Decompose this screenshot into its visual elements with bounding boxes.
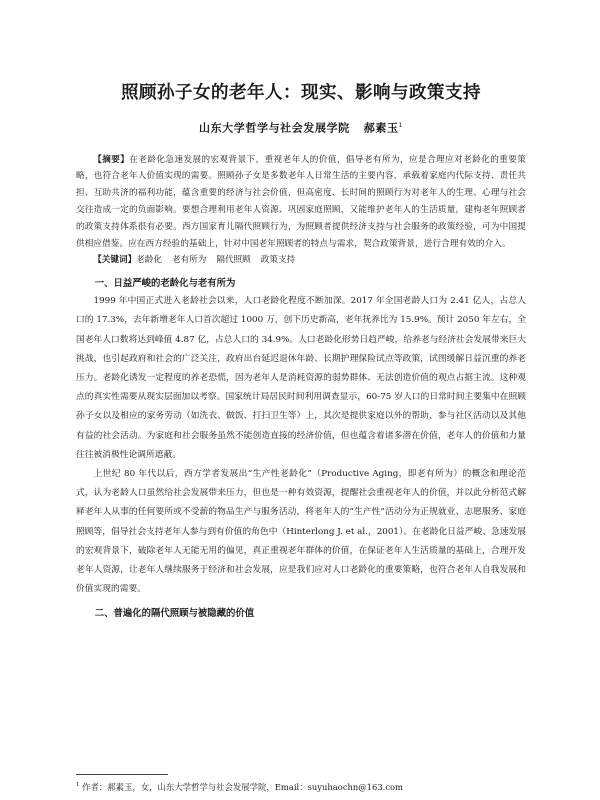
body-paragraph: 上世纪 80 年代以后，西方学者发展出“生产性老龄化”（Productive Aging，即老有所为）的概念和理论范式，认为老龄人口虽然给社会发展带来压力，但也是一种有效资源，提醒社会重视老年人的价值，并以此分析范式解释老年人从事的任何要所或不受薪的物品生产与服务活动，将老年人的“生产性”活动分为正规就业、志愿服务、家庭照顾等，倡导社会支持老年人参与到有价值的角色中（Hinterlong J. et al.，2001）。在老龄化日益严峻、急速发展的宏观背景下，破除老年人无能无用的偏见，真正重视老年群体的价值，在保证老年人生活质量的基础上，合理开发老年人资源，让老年人继续服务于经济和社会发展，应是我们应对人口老龄化的重要策略，也符合老年人自我发展和价值实现的需要。 [76,469,526,595]
author-line [76,119,526,136]
keyword-item: 老龄化 [136,255,162,266]
keyword-item: 老有所为 [171,255,207,266]
paper-title: 照顾孙子女的老年人：现实、影响与政策支持 [121,83,481,103]
section-heading: 一、日益严峻的老龄化与老有所为 [94,278,236,290]
keywords [76,252,526,269]
keyword-item: 隔代照顾 [216,255,251,266]
author-footnote-marker: 1 [398,122,404,129]
abstract-text: 在老龄化急速发展的宏观背景下，重视老年人的价值，倡导老有所为，应是合理应对老龄化的重要策略，也符合老年人价值实现的需要。照顾孙子女是多数老年人日常生活的主要内容，承载着家庭内代际支持、责任共担、互助共济的福利功能，蕴含重要的经济与社会价值，但高密度、长时间的照顾行为对老年人的生理、心理与社会交往造成一定的负面影响。要想合理利用老年人资源、巩固家庭照顾，又能维护老年人的生活质量，建构老年照顾者的政策支持体系很有必要。西方国家育儿隔代照顾行为，为照顾者提供经济支持与社会服务的政策经验，可为中国提供相应借鉴。应在西方经验的基础上，针对中国老年照顾者的特点与需求，契合政策背景，进行合理有效的介入。 [76,154,527,249]
footnote-marker: 1 [76,782,80,788]
keywords-label: 【关键词】 [93,255,137,266]
section-heading: 二、普遍化的隔代照顾与被隐藏的价值 [94,608,255,620]
paper-page [0,82,600,800]
footnote-text: 作者：郝素玉，女，山东大学哲学与社会发展学院，Email：suyuhaochn@163.com [82,781,403,792]
author-name: 郝素玉 [363,121,399,135]
abstract-label: 【摘要】 [93,154,130,165]
body-paragraph: 1999 年中国正式进入老龄社会以来，人口老龄化程度不断加深。2017 年全国老龄人口为 2.41 亿人，占总人口的 17.3%，去年新增老年人口首次超过 1000 万，创下历史新高，老年抚养比为 15.9%。预计 2050 年左右，全国老年人口数将达到峰值 4.87 亿，占总人口的 34.9%。人口老龄化形势日趋严峻，给养老与经济社会发展带来巨大挑战，也引起政府和社会的广泛关注，政府出台延迟退休年龄、长期护理保险试点等政策，试图缓解日益沉重的养老压力。老龄化诱发一定程度的养老恐慌，因为老年人是消耗资源的弱势群体、无法创造价值的观点占据主流。这种观点的真实性需要从现实层面加以考察。国家统计局居民时间利用调查显示，60-75 岁人口的日常时间主要集中在照顾孙子女以及相应的家务劳动（如洗衣、做饭、打扫卫生等）上，其次是提供家庭以外的帮助、参与社区活动以及其他有益的社会活动。为家庭和社会服务虽然不能创造直接的经济价值，但也蕴含着诸多潜在价值，老年人的价值和力量往往被消极性论调所遮蔽。 [76,296,526,460]
footnote-rule [76,774,168,775]
author-affiliation: 山东大学哲学与社会发展学院 [198,121,350,135]
footnote [76,779,526,793]
keyword-item: 政策支持 [260,255,296,266]
abstract [76,152,526,253]
